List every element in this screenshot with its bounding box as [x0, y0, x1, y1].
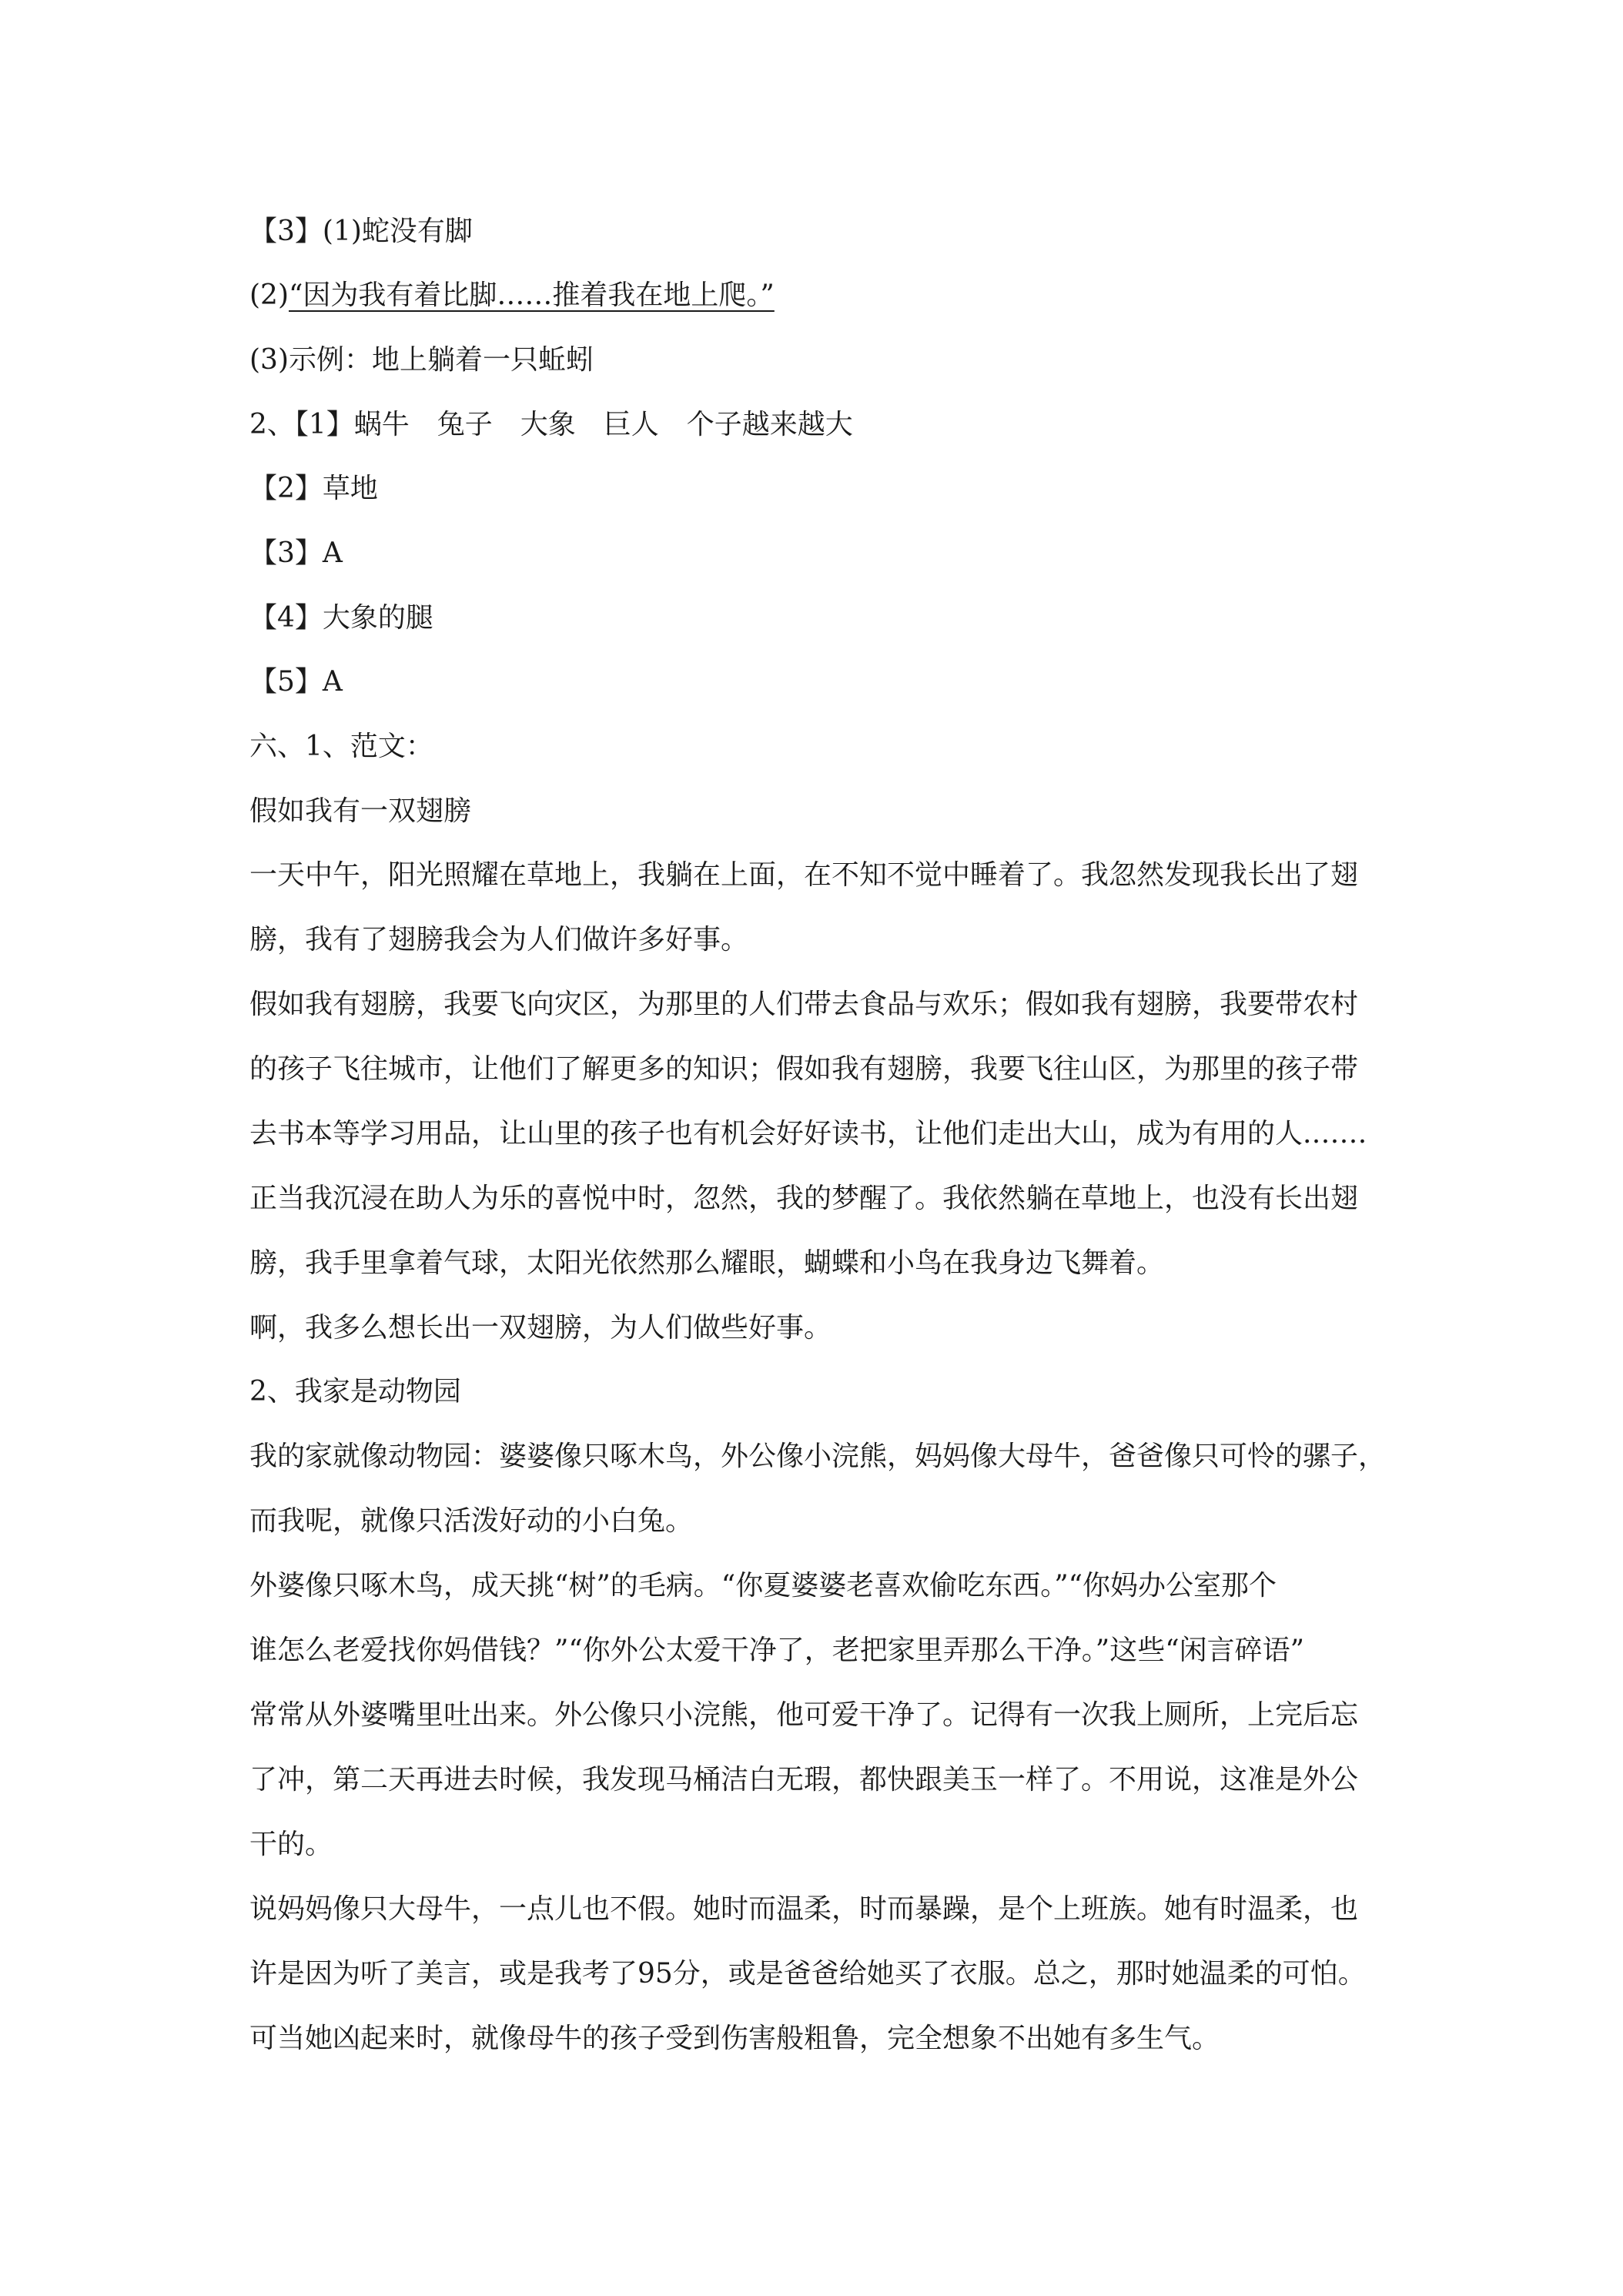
essay-2-line: 而我呢，就像只活泼好动的小白兔。: [249, 1505, 694, 1537]
essay-2-line: 外婆像只啄木鸟，成天挑“树”的毛病。“你夏婆婆老喜欢偷吃东西。”“你妈办公室那个: [249, 1570, 1277, 1602]
essay-2-line: 了冲，第二天再进去时候，我发现马桶洁白无瑕，都快跟美玉一样了。不用说，这准是外公: [249, 1764, 1359, 1796]
answer-3-3: (3)示例：地上躺着一只蚯蚓: [249, 344, 594, 376]
essay-1-line: 去书本等学习用品，让山里的孩子也有机会好好读书，让他们走出大山，成为有用的人.……: [249, 1118, 1367, 1150]
answer-3-1: 【3】(1)蛇没有脚: [249, 216, 473, 247]
essay-1-line: 正当我沉浸在助人为乐的喜悦中时，忽然，我的梦醒了。我依然躺在草地上，也没有长出翅: [249, 1183, 1359, 1214]
answer-2-1: 2、【1】蜗牛 兔子 大象 巨人 个子越来越大: [249, 409, 853, 440]
essay-1-line: 一天中午，阳光照耀在草地上，我躺在上面，在不知不觉中睡着了。我忽然发现我长出了翅: [249, 859, 1359, 891]
essay-1-title: 假如我有一双翅膀: [249, 795, 472, 827]
essay-1-line: 假如我有翅膀，我要飞向灾区，为那里的人们带去食品与欢乐；假如我有翅膀，我要带农村: [249, 989, 1359, 1020]
answer-2-2: 【2】草地: [249, 473, 378, 504]
essay-2-title: 2、我家是动物园: [249, 1376, 461, 1407]
essay-2-line: 谁怎么老爱找你妈借钱？”“你外公太爱干净了，老把家里弄那么干净。”这些“闲言碎语”: [249, 1635, 1305, 1666]
answer-3-2: [249, 277, 1389, 314]
answer-3-2-quote: “因为我有着比脚……推着我在地上爬。”: [289, 279, 775, 311]
essay-1-line: 的孩子飞往城市，让他们了解更多的知识；假如我有翅膀，我要飞往山区，为那里的孩子带: [249, 1053, 1359, 1085]
answer-2-5: 【5】A: [249, 666, 343, 698]
section-six-heading: 六、1、范文：: [249, 731, 433, 762]
essay-1-line: 膀，我手里拿着气球，太阳光依然那么耀眼，蝴蝶和小鸟在我身边飞舞着。: [249, 1247, 1165, 1279]
essay-2-line: 可当她凶起来时，就像母牛的孩子受到伤害般粗鲁，完全想象不出她有多生气。: [249, 2023, 1220, 2054]
essay-2-line: 干的。: [249, 1829, 333, 1860]
essay-1-line: 啊，我多么想长出一双翅膀，为人们做些好事。: [249, 1312, 832, 1344]
answer-2-4: 【4】大象的腿: [249, 602, 433, 634]
essay-1-line: 膀，我有了翅膀我会为人们做许多好事。: [249, 924, 749, 956]
essay-2-line: 说妈妈像只大母牛，一点儿也不假。她时而温柔，时而暴躁，是个上班族。她有时温柔，也: [249, 1893, 1359, 1925]
essay-2-line: 我的家就像动物园：婆婆像只啄木鸟，外公像小浣熊，妈妈像大母牛，爸爸像只可怜的骡子，: [249, 1441, 1387, 1472]
answer-3-2-label: (2): [249, 279, 289, 311]
essay-2-line: 许是因为听了美言，或是我考了95分，或是爸爸给她买了衣服。总之，那时她温柔的可怕。: [249, 1958, 1366, 1990]
answer-2-3: 【3】A: [249, 537, 343, 569]
essay-2-line: 常常从外婆嘴里吐出来。外公像只小浣熊，他可爱干净了。记得有一次我上厕所，上完后忘: [249, 1699, 1359, 1731]
